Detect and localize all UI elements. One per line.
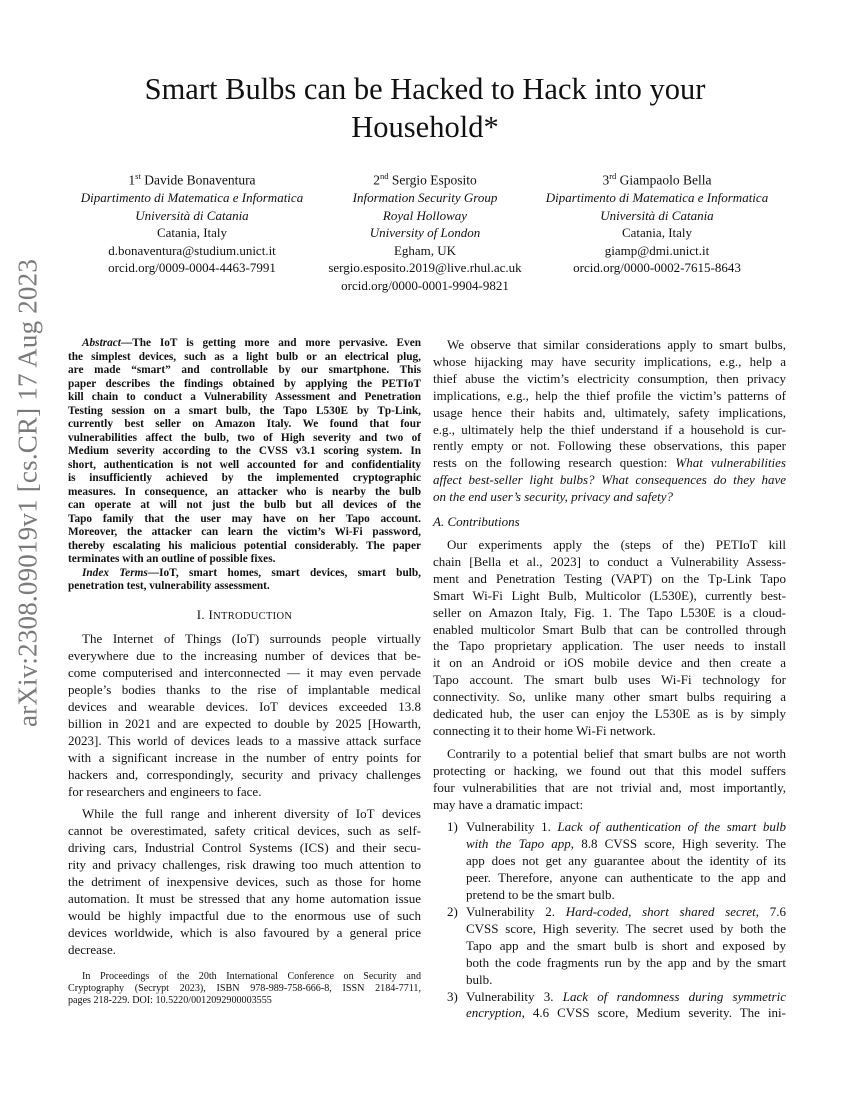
text-line: rity and privacy challenges, risk drawing too much attention to bbox=[68, 857, 421, 873]
text-line: devices and wearable devices. IoT devices exceeded 13.8 bbox=[68, 699, 421, 715]
text-line: connectivity. So, unlike many other smart bulbs requiring a bbox=[433, 689, 786, 705]
text-line: everywhere due to the increasing number of devices that be- bbox=[68, 648, 421, 664]
text-line: both the code fragments run by the app and by the smart bbox=[466, 954, 786, 970]
author-email[interactable]: sergio.esposito.2019@live.rhul.ac.uk bbox=[328, 260, 522, 275]
author-orcid[interactable]: orcid.org/0000-0002-7615-8643 bbox=[573, 260, 741, 275]
abstract-label: Abstract bbox=[82, 337, 121, 349]
text-line: it on an Android or iOS mobile device and then create a bbox=[433, 655, 786, 671]
author-name-line: 3rd Giampaolo Bella bbox=[602, 171, 712, 188]
author-affiliation: University of London bbox=[369, 225, 481, 240]
text-line: four vulnerabilities that are not trivial and, most importantly, bbox=[433, 779, 786, 795]
author-location: Catania, Italy bbox=[156, 225, 228, 240]
text-line: with a significant increase in the number of entry points for bbox=[68, 749, 421, 765]
index-terms-line: Index Terms—IoT, smart homes, smart devices, smart bulb, bbox=[82, 566, 421, 579]
abstract-line: Tapo family that the user may have on her Tapo account. bbox=[68, 512, 421, 525]
arxiv-identifier: arXiv:2308.09019v1 [cs.CR] 17 Aug 2023 bbox=[12, 258, 43, 728]
text-line: cannot be overestimated, safety critical devices, such as self- bbox=[68, 823, 421, 839]
abstract-line: the simplest devices, such as a light bulb or an electrical plug, bbox=[68, 350, 421, 363]
arxiv-sidebar bbox=[6, 258, 50, 728]
text-line: connecting it to their home Wi-Fi network. bbox=[433, 722, 656, 738]
text-line: billion in 2021 and are expected to double by 2025 [Howarth, bbox=[68, 715, 421, 731]
abstract-line: short, authentication is not well accounted for and confidentiality bbox=[68, 458, 421, 471]
text-line: Vulnerability 3. Lack of randomness during symmetric bbox=[466, 988, 786, 1004]
index-terms-line: penetration test, vulnerability assessment. bbox=[68, 580, 270, 592]
text-line: implications, e.g., help the thief profile the victim’s patterns of bbox=[433, 387, 786, 403]
author-email[interactable]: giamp@dmi.unict.it bbox=[604, 242, 710, 258]
paragraph-smart-bulbs bbox=[433, 337, 786, 506]
text-line: with the Tapo app, 8.8 CVSS score, High severity. The bbox=[466, 836, 786, 852]
abstract-line: Abstract—The IoT is getting more and more pervasive. Even bbox=[82, 337, 421, 349]
text-line: Vulnerability 1. Lack of authentication of the smart bulb bbox=[466, 819, 786, 835]
abstract-line: is insufficiently achieved by the implemented cryptographic bbox=[68, 472, 421, 484]
text-line: e.g., ultimately help the thief understand if a household is cur- bbox=[433, 421, 786, 437]
research-question: What vulnerabilities bbox=[675, 455, 786, 471]
author-location: Catania, Italy bbox=[621, 225, 693, 240]
paragraph-contrarily bbox=[433, 746, 786, 814]
text-line: encryption, 4.6 CVSS score, Medium severity. The ini- bbox=[466, 1005, 786, 1021]
author-name-line: 1st Davide Bonaventura bbox=[128, 171, 256, 188]
text-line: pretend to be the smart bulb. bbox=[466, 887, 615, 903]
text-line: The Internet of Things (IoT) surrounds people virtually bbox=[82, 631, 421, 647]
author-affiliation: Dipartimento di Matematica e Informatica bbox=[80, 190, 304, 205]
footnote-line: pages 218-229. DOI: 10.5220/0012092900003555 bbox=[68, 995, 272, 1007]
text-line: protecting or hacking, we found out that this model suffers bbox=[433, 762, 786, 778]
intro-paragraph-2 bbox=[68, 806, 421, 958]
text-line: seller on Amazon Italy, Fig. 1. The Tapo L530E is a cloud- bbox=[433, 604, 786, 620]
abstract-line: currently best seller on Amazon Italy. We found that four bbox=[68, 418, 421, 430]
author-affiliation: Information Security Group bbox=[352, 190, 498, 205]
abstract-line: measures. In consequence, an attacker who is nearby the bulb bbox=[68, 485, 421, 498]
text-line: whose hijacking may have security implications, e.g., help a bbox=[433, 353, 786, 369]
footnote-line: Cryptography (Secrypt 2023), ISBN 978-989-758-666-8, ISSN 2184-7711, bbox=[68, 982, 421, 994]
abstract-line: Testing session on a smart bulb, the Tapo L530E by Tp-Link, bbox=[68, 404, 421, 417]
abstract-line: Moreover, the attacker can learn the victim’s Wi-Fi password, bbox=[68, 526, 421, 538]
left-column bbox=[68, 337, 421, 1007]
text-line: for researchers and engineers to face. bbox=[68, 783, 262, 799]
abstract-line: terminates with an outline of possible fixes. bbox=[68, 553, 276, 565]
text-line: rests on the following research question: What vulnerabilities bbox=[433, 455, 786, 471]
title-line-1: Smart Bulbs can be Hacked to Hack into your bbox=[144, 72, 706, 106]
text-line: hackers and, correspondingly, security and privacy challenges bbox=[68, 766, 421, 782]
abstract-line: Medium severity according to the CVSS v3.1 scoring system. In bbox=[68, 445, 421, 457]
text-line: dedicated hub, the user can enjoy the L530E as is by simply bbox=[433, 706, 786, 722]
author-affiliation: Royal Holloway bbox=[382, 207, 468, 223]
author-affiliation: Università di Catania bbox=[135, 207, 249, 223]
text-line: thief abuse the victim’s electricity consumption, then privacy bbox=[433, 370, 786, 386]
text-line: Tapo account. The smart bulb uses Wi-Fi technology for bbox=[433, 672, 786, 688]
text-line: While the full range and inherent diversity of IoT devices bbox=[82, 806, 421, 822]
text-line: rently empty or not. Following these observations, this paper bbox=[433, 438, 786, 454]
author-name: Sergio Esposito bbox=[391, 172, 477, 188]
footnote-line: In Proceedings of the 20th International Conference on Security and bbox=[82, 970, 421, 982]
text-line: devices worldwide, which is also favoured by a general price bbox=[68, 924, 421, 940]
index-terms-label: Index Terms bbox=[82, 566, 148, 579]
text-line: usage hence their habits and, ultimately, safety implications, bbox=[433, 404, 786, 420]
text-line: people’s bodies thanks to the rise of implantable medical bbox=[68, 682, 421, 698]
section-heading-introduction: I. INTRODUCTION bbox=[196, 606, 293, 622]
text-line: may have a dramatic impact: bbox=[433, 796, 584, 812]
author-block-3 bbox=[517, 168, 797, 277]
text-line: automation. It must be stressed that any home automation issue bbox=[68, 891, 421, 906]
list-item bbox=[433, 989, 786, 1023]
footnote bbox=[68, 971, 421, 1008]
text-line: We observe that similar considerations apply to smart bulbs, bbox=[447, 337, 786, 352]
abstract bbox=[68, 337, 421, 594]
author-affiliation: Dipartimento di Matematica e Informatica bbox=[545, 190, 769, 205]
text-line: Tapo app and the smart bulb is short and exposed by bbox=[466, 937, 786, 953]
author-name: Davide Bonaventura bbox=[144, 172, 256, 188]
author-email[interactable]: d.bonaventura@studium.unict.it bbox=[108, 242, 276, 258]
author-location: Egham, UK bbox=[393, 242, 457, 258]
author-name-line: 2nd Sergio Esposito bbox=[373, 171, 477, 188]
abstract-line: can operate at will not just the bulb but all devices of the bbox=[68, 499, 421, 511]
author-affiliation: Università di Catania bbox=[600, 207, 714, 223]
abstract-line: vulnerabilities affect the bulb, two of High severity and two of bbox=[68, 431, 421, 444]
text-line: decrease. bbox=[68, 941, 116, 957]
abstract-line: kill chain to conduct a Vulnerability Assessment and Penetration bbox=[68, 391, 421, 403]
text-line: driving cars, Industrial Control Systems (ICS) and their secu- bbox=[68, 840, 421, 856]
abstract-line: paper describes the findings obtained by applying the PETIoT bbox=[68, 377, 421, 390]
vulnerability-list bbox=[433, 819, 786, 1022]
author-name: Giampaolo Bella bbox=[619, 172, 712, 188]
text-line: chain [Bella et al., 2023] to conduct a Vulnerability Assess- bbox=[433, 553, 786, 569]
paragraph-contributions bbox=[433, 537, 786, 740]
list-item-number: 3) bbox=[447, 988, 458, 1004]
author-orcid[interactable]: orcid.org/0009-0004-4463-7991 bbox=[108, 260, 276, 275]
text-line: Vulnerability 2. Hard-coded, short shared secret, 7.6 bbox=[466, 904, 787, 919]
abstract-line: are made “smart” and controllable by our smartphone. This bbox=[68, 364, 421, 376]
list-item bbox=[433, 904, 786, 989]
right-column bbox=[433, 337, 786, 1022]
text-line: CVSS score, High severity. The secret used by both the bbox=[466, 920, 786, 936]
text-line: would be highly impactful due to the enormous use of such bbox=[68, 907, 421, 923]
text-line: peer. Therefore, anyone can authenticate to the app and bbox=[466, 870, 786, 886]
text-line: Smart Wi-Fi Light Bulb, Multicolor (L530E), currently best- bbox=[433, 587, 786, 603]
author-orcid[interactable]: orcid.org/0000-0001-9904-9821 bbox=[341, 277, 509, 293]
list-item-number: 2) bbox=[447, 904, 458, 919]
text-line: come computerised and interconnected — it may even pervade bbox=[68, 665, 421, 681]
text-line: on the end user’s security, privacy and safety? bbox=[433, 489, 673, 505]
list-item bbox=[433, 819, 786, 904]
list-item-number: 1) bbox=[447, 819, 458, 835]
subsection-heading-contributions: A. Contributions bbox=[433, 514, 520, 530]
paper-title bbox=[60, 70, 790, 146]
intro-paragraph-1 bbox=[68, 631, 421, 800]
text-line: the detriment of inexpensive devices, such as those for home bbox=[68, 874, 421, 890]
text-line: enabled multicolor Smart Bulb that can be controlled through bbox=[433, 621, 786, 637]
text-line: bulb. bbox=[466, 971, 493, 987]
text-line: 2023]. This world of devices leads to a massive attack surface bbox=[68, 732, 421, 748]
text-line: Contrarily to a potential belief that smart bulbs are not worth bbox=[447, 745, 786, 761]
abstract-line: thereby escalating his malicious potential considerably. The paper bbox=[68, 539, 421, 552]
text-line: the Tapo proprietary application. The user needs to install bbox=[433, 638, 786, 654]
title-line-2: Household* bbox=[351, 110, 499, 144]
text-line: affect best-seller light bulbs? What consequences do they have bbox=[433, 472, 786, 488]
text-line: app does not get any guarantee about the identity of its bbox=[466, 853, 786, 869]
text-line: ment and Penetration Testing (VAPT) on the Tp-Link Tapo bbox=[433, 570, 786, 586]
text-line: Our experiments apply the (steps of the) PETIoT kill bbox=[447, 536, 786, 552]
